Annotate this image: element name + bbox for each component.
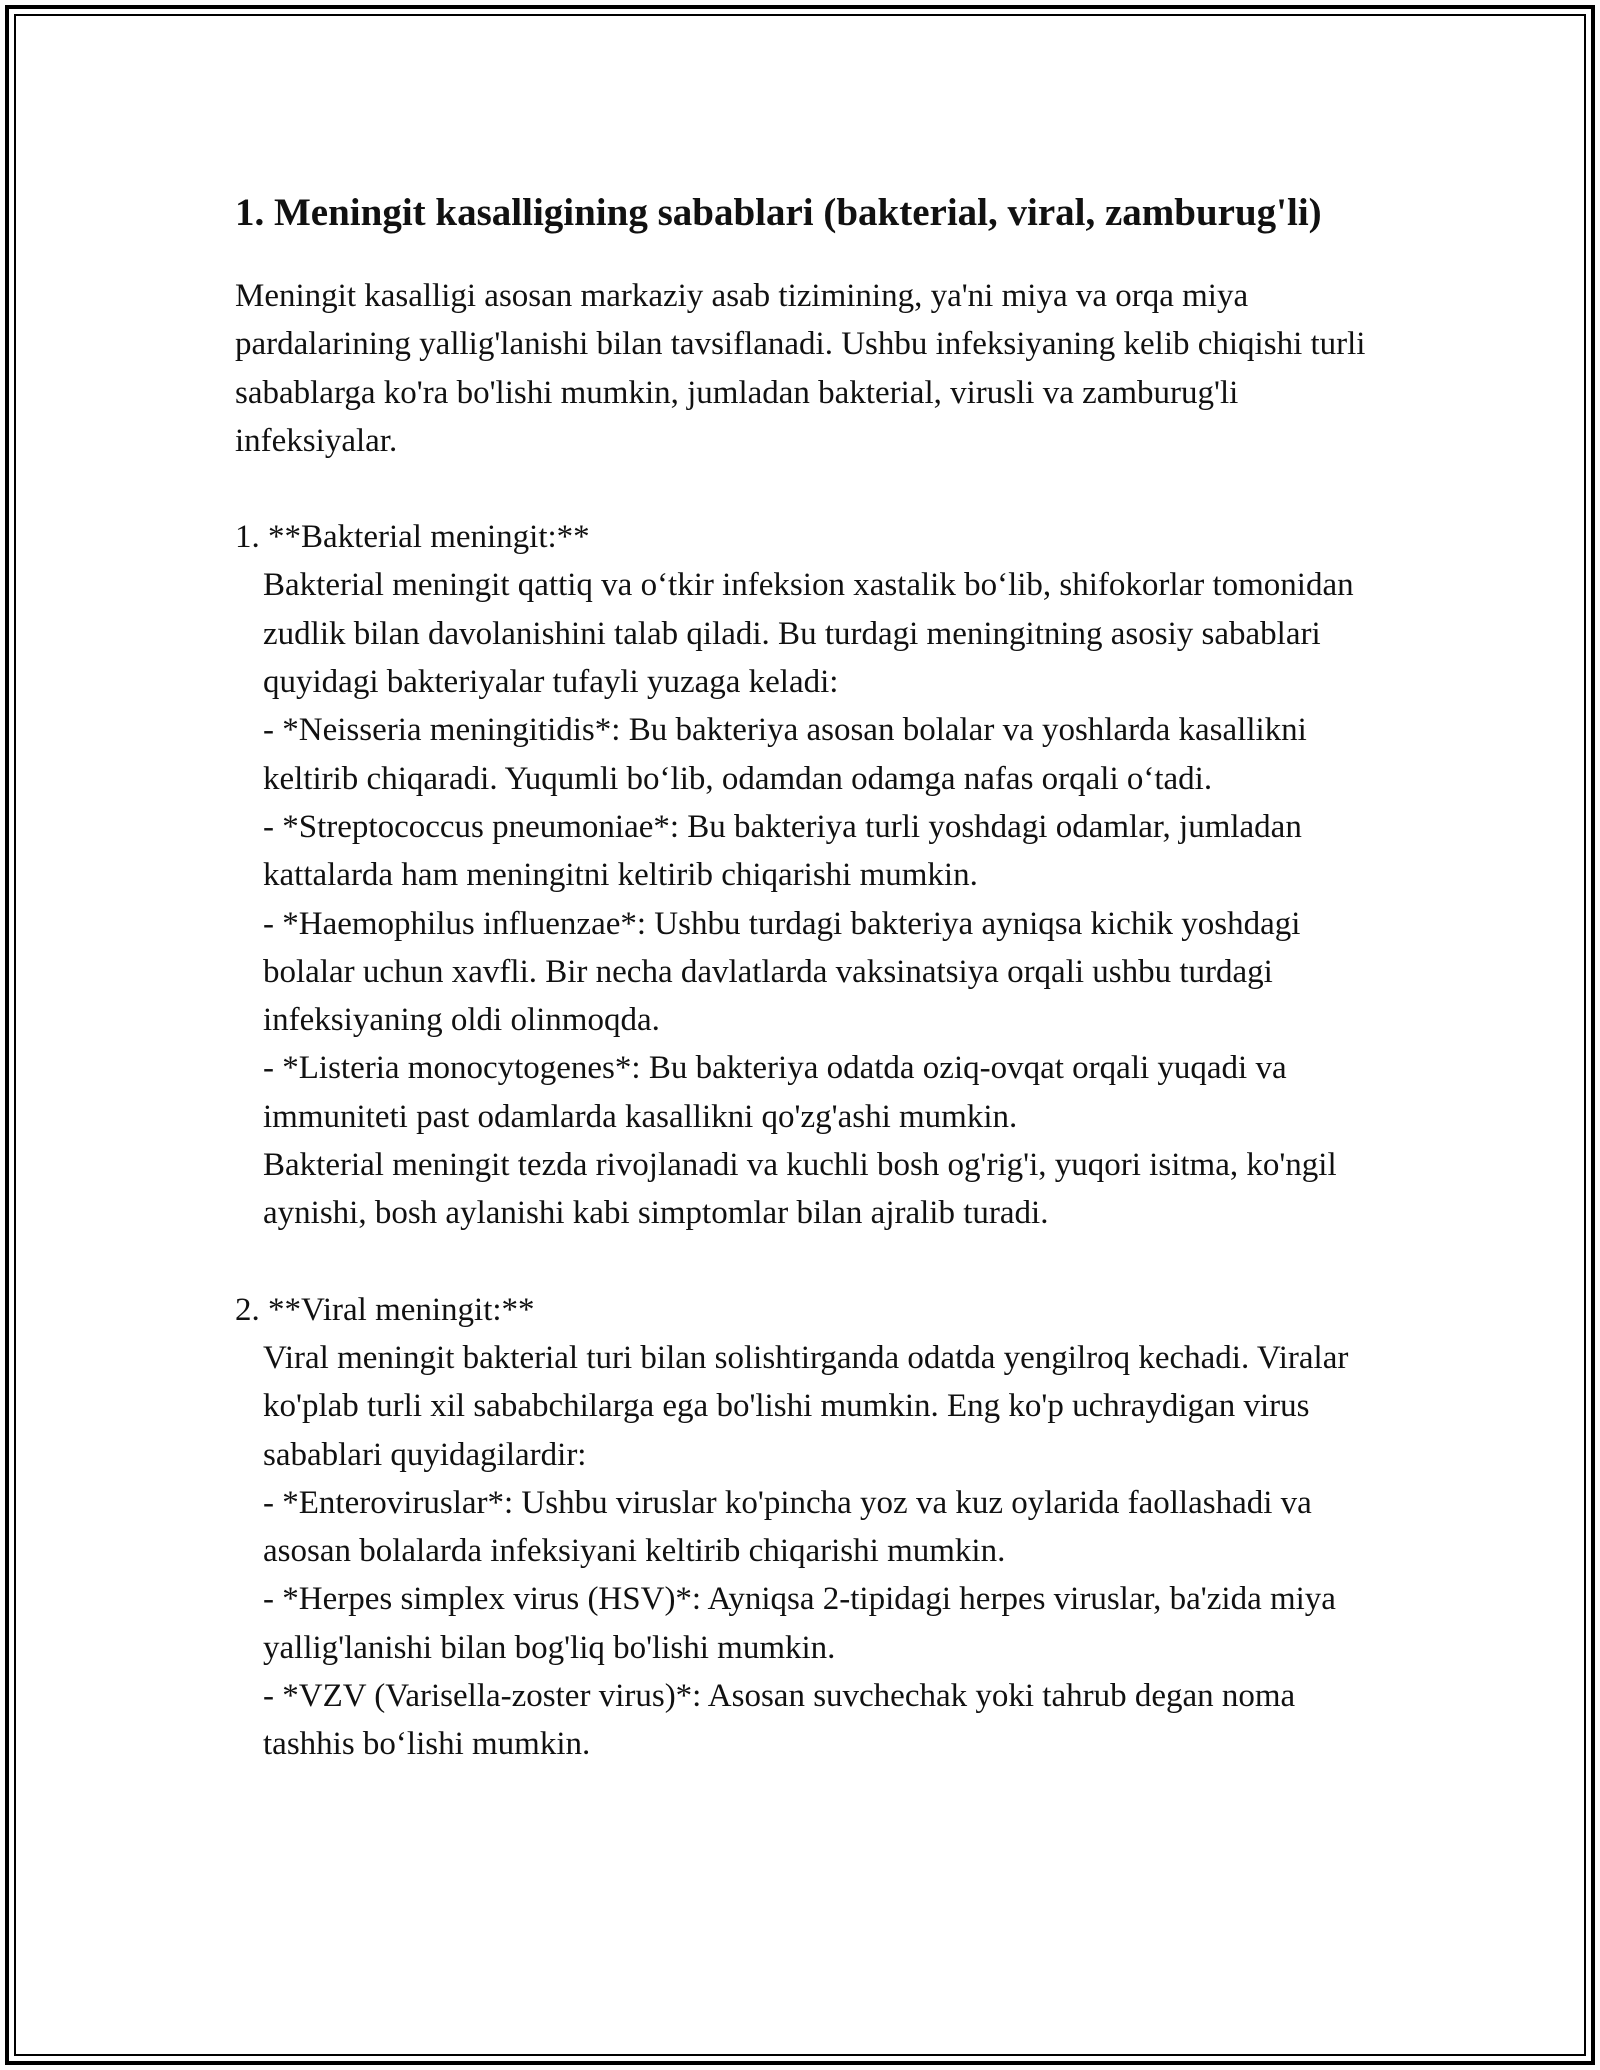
viral-intro: Viral meningit bakterial turi bilan solishtirganda odatda yengilroq kechadi. Viralar ko'plab turli xil sababchilarga ega bo'lishi mumkin. Eng ko'p uchraydigan virus sabablari quyidagilardir: [263, 1339, 1349, 1473]
intro-paragraph: Meningit kasalligi asosan markaziy asab tizimining, ya'ni miya va orqa miya pardalarining yallig'lanishi bilan tavsiflanadi. Ushbu infeksiyaning kelib chiqishi turli sabablarga ko'ra bo'lishi mumkin, jumladan bakterial, virusli va zamburug'li infeksiyalar. [235, 278, 1366, 459]
paragraph-gap [235, 465, 1370, 513]
list-item-streptococcus: - *Streptococcus pneumoniae*: Bu bakteriya turli yoshdagi odamlar, jumladan kattalarda ham meningitni keltirib chiqarishi mumkin. [263, 808, 1302, 894]
viral-heading: 2. **Viral meningit:** [235, 1291, 535, 1328]
paragraph-gap [235, 1238, 1370, 1286]
bacterial-heading: 1. **Bakterial meningit:** [235, 519, 590, 556]
document-body [235, 186, 1370, 1769]
bacterial-intro: Bakterial meningit qattiq va o‘tkir infeksion xastalik bo‘lib, shifokorlar tomonidan zudlik bilan davolanishini talab qiladi. Bu turdagi meningitning asosiy sabablari quyidagi bakteriyalar tufayli yuzaga keladi: [263, 567, 1354, 701]
list-item-enteroviruslar: - *Enteroviruslar*: Ushbu viruslar ko'pincha yoz va kuz oylarida faollashadi va asosan bolalarda infeksiyani keltirib chiqarishi mumkin. [263, 1484, 1312, 1570]
list-item-herpes: - *Herpes simplex virus (HSV)*: Ayniqsa 2-tipidagi herpes viruslar, ba'zida miya yallig'lanishi bilan bog'liq bo'lishi mumkin. [263, 1581, 1336, 1666]
bacterial-summary: Bakterial meningit tezda rivojlanadi va kuchli bosh og'rig'i, yuqori isitma, ko'ngil aynishi, bosh aylanishi kabi simptomlar bilan ajralib turadi. [263, 1147, 1337, 1232]
document-title: 1. Meningit kasalligining sabablari (bakterial, viral, zamburug'li) [235, 191, 1322, 234]
document-text [235, 272, 1370, 1769]
list-item-neisseria: - *Neisseria meningitidis*: Bu bakteriya asosan bolalar va yoshlarda kasallikni keltirib chiqaradi. Yuqumli bo‘lib, odamdan odamga nafas orqali o‘tadi. [263, 712, 1307, 797]
list-item-haemophilus: - *Haemophilus influenzae*: Ushbu turdagi bakteriya ayniqsa kichik yoshdagi bolalar uchun xavfli. Bir necha davlatlarda vaksinatsiya orqali ushbu turdagi infeksiyaning oldi olinmoqda. [263, 905, 1301, 1039]
list-item-vzv: - *VZV (Varisella-zoster virus)*: Asosan suvchechak yoki tahrub degan noma tashhis bo‘lishi mumkin. [263, 1678, 1296, 1763]
list-item-listeria: - *Listeria monocytogenes*: Bu bakteriya odatda oziq-ovqat orqali yuqadi va immuniteti past odamlarda kasallikni qo'zg'ashi mumkin. [263, 1050, 1287, 1135]
